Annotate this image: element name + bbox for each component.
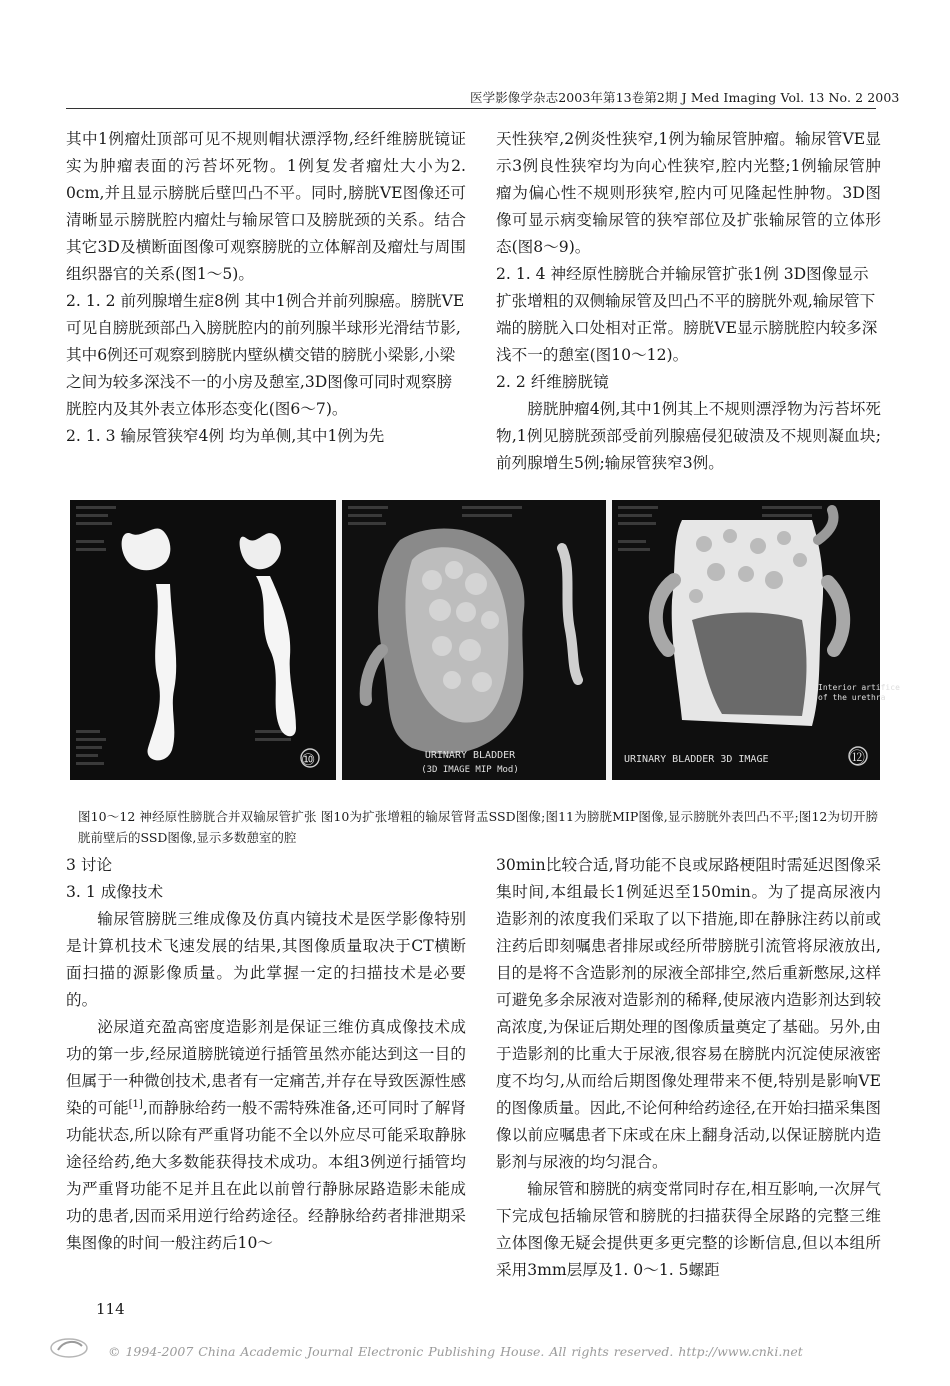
- page-number: 114: [96, 1300, 125, 1318]
- figure-panel-10: [70, 500, 336, 780]
- cnki-logo: [46, 1334, 92, 1362]
- paragraph: 输尿管和膀胱的病变常同时存在,相互影响,一次屏气下完成包括输尿管和膀胱的扫描获得全尿路的完整三维立体图像无疑会提供更多更完整的诊断信息,但以本组所采用3mm层厚及1. 0～1. 5螺距: [496, 1180, 881, 1279]
- left-column-bottom: [66, 852, 466, 1257]
- figure-panel-11: [342, 500, 606, 780]
- panel-label: URINARY BLADDER: [424, 750, 516, 761]
- ssd-ureter-image: [70, 500, 336, 780]
- subsection-2-1-3: 2. 1. 3 输尿管狭窄4例 均为单侧,其中1例为先: [66, 427, 385, 445]
- subsection-2-1-4: 2. 1. 4 神经原性膀胱合并输尿管扩张1例 3D图像显示扩张增粗的双侧输尿管及凹凸不平的膀胱外观,输尿管下端的膀胱入口处相对正常。膀胱VE显示膀胱腔内较多深浅不一的憩室(图10～12)。: [496, 265, 878, 364]
- copyright-footer: © 1994-2007 China Academic Journal Electronic Publishing House. All rights reserved. http://www.cnki.net: [108, 1344, 803, 1359]
- paragraph: 30min比较合适,肾功能不良或尿路梗阻时需延迟图像采集时间,本组最长1例延迟至150min。为了提高尿液内造影剂的浓度我们采取了以下措施,即在静脉注药以前或注药后即刻嘱患者排尿或经所带膀胱引流管将尿液放出,目的是将不含造影剂的尿液全部排空,然后重新憋尿,这样可避免多余尿液对造影剂的稀释,使尿液内造影剂达到较高浓度,为保证后期处理的图像质量奠定了基础。另外,由于造影剂的比重大于尿液,很容易在膀胱内沉淀使尿液密度不均匀,从而给后期图像处理带来不便,特别是影响VE的图像质量。因此,不论何种给药途径,在开始扫描采集图像以前应嘱患者下床或在床上翻身活动,以保证膀胱内造影剂与尿液的均匀混合。: [496, 856, 881, 1171]
- right-column-bottom: [496, 852, 881, 1284]
- paragraph-text: ,而静脉给药一般不需特殊准备,还可同时了解肾功能状态,所以除有严重肾功能不全以外应尽可能采取静脉途径给药,绝大多数能获得技术成功。本组3例逆行插管均为严重肾功能不足并且在此以前曾行静脉尿路造影未能成功的患者,因而采用逆行给药途径。经静脉给药者排泄期采集图像的时间一般注药后10～: [66, 1099, 466, 1252]
- panel-annotation-1: Interior artifice: [818, 683, 900, 692]
- ssd-bladder-image: [612, 500, 900, 780]
- section-title: 3 讨论: [66, 856, 113, 874]
- panel-annotation-2: of the urethra: [818, 693, 886, 702]
- citation-ref: [1]: [128, 1098, 143, 1110]
- paragraph: 其中1例瘤灶顶部可见不规则帽状漂浮物,经纤维膀胱镜证实为肿瘤表面的污苔坏死物。1例复发者瘤灶大小为2. 0cm,并且显示膀胱后壁凹凸不平。同时,膀胱VE图像还可清晰显示膀胱腔内瘤灶与输尿管口及膀胱颈的关系。结合其它3D及横断面图像可观察膀胱的立体解剖及瘤灶与周围组织器官的关系(图1～5)。: [66, 130, 466, 283]
- right-column-top: [496, 126, 881, 477]
- figure-10-12: [70, 500, 900, 780]
- subsection-2-1-2: 2. 1. 2 前列腺增生症8例 其中1例合并前列腺癌。膀胱VE可见自膀胱颈部凸入膀胱腔内的前列腺半球形光滑结节影,其中6例还可观察到膀胱内壁纵横交错的膀胱小梁影,小梁之间为较多深浅不一的小房及憩室,3D图像可同时观察膀胱腔内及其外表立体形态变化(图6～7)。: [66, 292, 465, 418]
- panel-number: ⑫: [849, 748, 866, 767]
- paragraph: 天性狭窄,2例炎性狭窄,1例为输尿管肿瘤。输尿管VE显示3例良性狭窄均为向心性狭窄,腔内光整;1例输尿管肿瘤为偏心性不规则形狭窄,腔内可见隆起性肿物。3D图像可显示病变输尿管的狭窄部位及扩张输尿管的立体形态(图8～9)。: [496, 130, 881, 256]
- subsection-2-2-title: 2. 2 纤维膀胱镜: [496, 373, 609, 391]
- left-column-top: [66, 126, 466, 450]
- paragraph-with-citation: [66, 1014, 466, 1257]
- panel-sublabel: (3D IMAGE MIP Mod): [421, 765, 519, 775]
- mip-bladder-image: [342, 500, 606, 780]
- subsection-title: 3. 1 成像技术: [66, 883, 164, 901]
- paragraph-text: 泌尿道充盈高密度造影剂是保证三维仿真成像技术成功的第一步,经尿道膀胱镜逆行插管虽然亦能达到这一目的但属于一种微创技术,患者有一定痛苦,并存在导致医源性感染的可能: [66, 1018, 466, 1117]
- figure-panel-12: [612, 500, 900, 780]
- paragraph: 膀胱肿瘤4例,其中1例其上不规则漂浮物为污苔坏死物,1例见膀胱颈部受前列腺癌侵犯破溃及不规则凝血块;前列腺增生5例;输尿管狭窄3例。: [496, 400, 881, 472]
- panel-number: ⑩: [301, 750, 316, 769]
- figure-caption: 图10～12 神经原性膀胱合并双输尿管扩张 图10为扩张增粗的输尿管肾盂SSD图像;图11为膀胱MIP图像,显示膀胱外表凹凸不平;图12为切开膀胱前壁后的SSD图像,显示多数憩室的腔: [78, 809, 878, 845]
- running-header: 医学影像学杂志2003年第13卷第2期 J Med Imaging Vol. 13 No. 2 2003: [470, 90, 900, 105]
- panel-label: URINARY BLADDER 3D IMAGE: [624, 754, 769, 765]
- paragraph: 输尿管膀胱三维成像及仿真内镜技术是医学影像特别是计算机技术飞速发展的结果,其图像质量取决于CT横断面扫描的源影像质量。为此掌握一定的扫描技术是必要的。: [66, 910, 466, 1009]
- header-rule: [66, 108, 876, 109]
